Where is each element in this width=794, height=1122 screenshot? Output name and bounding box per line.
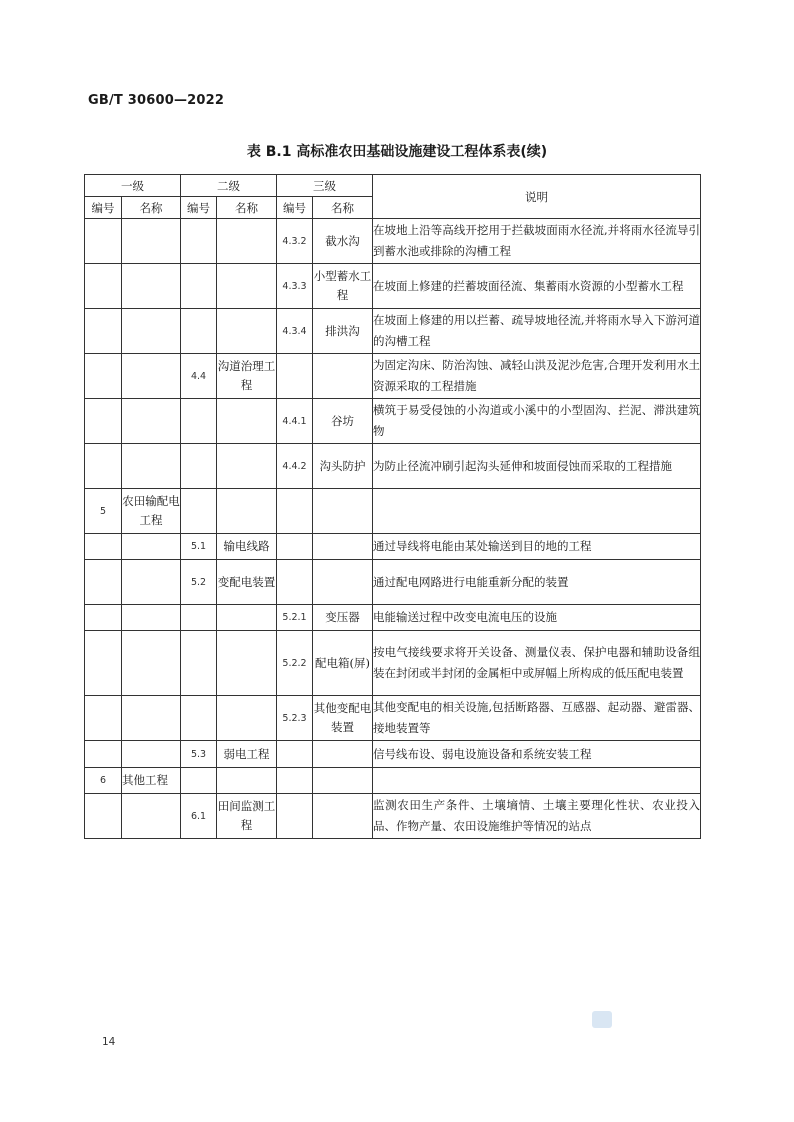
table-row — [85, 399, 701, 444]
level2-name — [217, 768, 277, 794]
level3-name: 截水沟 — [313, 219, 373, 264]
level3-name — [313, 794, 373, 839]
table-row — [85, 444, 701, 489]
description — [373, 768, 701, 794]
description: 电能输送过程中改变电流电压的设施 — [373, 605, 701, 631]
level3-code — [277, 768, 313, 794]
description: 通过配电网路进行电能重新分配的装置 — [373, 560, 701, 605]
level2-code — [181, 631, 217, 696]
level2-code — [181, 264, 217, 309]
level1-name: 农田输配电工程 — [122, 489, 181, 534]
level2-code — [181, 399, 217, 444]
level3-code — [277, 489, 313, 534]
level3-name — [313, 354, 373, 399]
level2-name: 变配电装置 — [217, 560, 277, 605]
level3-name: 谷坊 — [313, 399, 373, 444]
table-row — [85, 264, 701, 309]
level3-name — [313, 768, 373, 794]
level2-name — [217, 444, 277, 489]
description: 监测农田生产条件、土壤墒情、土壤主要理化性状、农业投入品、作物产量、农田设施维护等情况的站点 — [373, 794, 701, 839]
table-row — [85, 354, 701, 399]
description: 为固定沟床、防治沟蚀、减轻山洪及泥沙危害,合理开发利用水土资源采取的工程措施 — [373, 354, 701, 399]
table-row — [85, 309, 701, 354]
level2-code: 4.4 — [181, 354, 217, 399]
level2-code: 6.1 — [181, 794, 217, 839]
level1-name — [122, 399, 181, 444]
level1-name — [122, 219, 181, 264]
level3-code — [277, 354, 313, 399]
table-row — [85, 794, 701, 839]
level1-name — [122, 534, 181, 560]
level3-name: 其他变配电装置 — [313, 696, 373, 741]
description: 按电气接线要求将开关设备、测量仪表、保护电器和辅助设备组装在封闭或半封闭的金属柜中或屏幅上所构成的低压配电装置 — [373, 631, 701, 696]
level2-name — [217, 219, 277, 264]
standard-code: GB/T 30600—2022 — [88, 93, 225, 108]
level3-code: 4.4.1 — [277, 399, 313, 444]
level1-name — [122, 309, 181, 354]
header-level2: 二级 — [181, 175, 277, 197]
table-title: 表 B.1 高标准农田基础设施建设工程体系表(续) — [246, 144, 548, 160]
level2-name — [217, 309, 277, 354]
header-name: 名称 — [313, 197, 373, 219]
level2-code — [181, 444, 217, 489]
level3-name — [313, 741, 373, 768]
watermark-logo — [592, 1011, 612, 1028]
level3-code: 5.2.2 — [277, 631, 313, 696]
level1-code — [85, 696, 122, 741]
level1-code — [85, 264, 122, 309]
table-row — [85, 219, 701, 264]
level1-name — [122, 605, 181, 631]
level1-code — [85, 560, 122, 605]
level3-code: 5.2.1 — [277, 605, 313, 631]
table-row — [85, 768, 701, 794]
level3-name: 排洪沟 — [313, 309, 373, 354]
level1-code — [85, 444, 122, 489]
level1-code — [85, 741, 122, 768]
level1-code — [85, 794, 122, 839]
description: 在坡地上沿等高线开挖用于拦截坡面雨水径流,并将雨水径流导引到蓄水池或排除的沟槽工程 — [373, 219, 701, 264]
header-code: 编号 — [277, 197, 313, 219]
level3-code — [277, 741, 313, 768]
table-row — [85, 605, 701, 631]
level3-name: 沟头防护 — [313, 444, 373, 489]
header-name: 名称 — [217, 197, 277, 219]
table-row — [85, 741, 701, 768]
level3-code — [277, 534, 313, 560]
level1-name — [122, 741, 181, 768]
level3-code: 5.2.3 — [277, 696, 313, 741]
level1-name: 其他工程 — [122, 768, 181, 794]
level1-code: 5 — [85, 489, 122, 534]
level2-name — [217, 489, 277, 534]
level1-name — [122, 444, 181, 489]
description: 在坡面上修建的拦蓄坡面径流、集蓄雨水资源的小型蓄水工程 — [373, 264, 701, 309]
description: 为防止径流冲刷引起沟头延伸和坡面侵蚀而采取的工程措施 — [373, 444, 701, 489]
level3-name: 小型蓄水工程 — [313, 264, 373, 309]
level2-name — [217, 631, 277, 696]
header-name: 名称 — [122, 197, 181, 219]
level2-name: 弱电工程 — [217, 741, 277, 768]
level3-name: 配电箱(屏) — [313, 631, 373, 696]
level2-name — [217, 605, 277, 631]
table-row — [85, 489, 701, 534]
level3-code: 4.4.2 — [277, 444, 313, 489]
level3-code: 4.3.4 — [277, 309, 313, 354]
level2-name: 田间监测工程 — [217, 794, 277, 839]
level2-code: 5.3 — [181, 741, 217, 768]
description — [373, 489, 701, 534]
level2-code — [181, 489, 217, 534]
level1-name — [122, 794, 181, 839]
level1-name — [122, 264, 181, 309]
level1-code — [85, 309, 122, 354]
level1-code — [85, 605, 122, 631]
level2-code: 5.1 — [181, 534, 217, 560]
level2-name: 输电线路 — [217, 534, 277, 560]
level2-code: 5.2 — [181, 560, 217, 605]
engineering-system-table — [84, 174, 701, 839]
level3-code: 4.3.3 — [277, 264, 313, 309]
level1-code — [85, 631, 122, 696]
description: 其他变配电的相关设施,包括断路器、互感器、起动器、避雷器、接地装置等 — [373, 696, 701, 741]
level2-name — [217, 264, 277, 309]
table-row — [85, 534, 701, 560]
level1-code — [85, 354, 122, 399]
level1-name — [122, 631, 181, 696]
level1-name — [122, 560, 181, 605]
level3-code — [277, 794, 313, 839]
level2-name — [217, 399, 277, 444]
level2-code — [181, 768, 217, 794]
table-row — [85, 631, 701, 696]
description: 在坡面上修建的用以拦蓄、疏导坡地径流,并将雨水导入下游河道的沟槽工程 — [373, 309, 701, 354]
level3-code: 4.3.2 — [277, 219, 313, 264]
level3-name — [313, 489, 373, 534]
level2-code — [181, 219, 217, 264]
level3-name — [313, 560, 373, 605]
header-description: 说明 — [373, 175, 701, 219]
level2-code — [181, 309, 217, 354]
level3-code — [277, 560, 313, 605]
header-code: 编号 — [85, 197, 122, 219]
header-level1: 一级 — [85, 175, 181, 197]
header-row-levels — [85, 175, 701, 197]
level1-code — [85, 219, 122, 264]
level2-name: 沟道治理工程 — [217, 354, 277, 399]
level2-code — [181, 696, 217, 741]
level1-code: 6 — [85, 768, 122, 794]
table-row — [85, 560, 701, 605]
level1-name — [122, 354, 181, 399]
description: 通过导线将电能由某处输送到目的地的工程 — [373, 534, 701, 560]
page-number: 14 — [102, 1036, 116, 1048]
level2-name — [217, 696, 277, 741]
header-level3: 三级 — [277, 175, 373, 197]
level3-name: 变压器 — [313, 605, 373, 631]
table-row — [85, 696, 701, 741]
level1-code — [85, 534, 122, 560]
level1-code — [85, 399, 122, 444]
level3-name — [313, 534, 373, 560]
level1-name — [122, 696, 181, 741]
header-code: 编号 — [181, 197, 217, 219]
description: 横筑于易受侵蚀的小沟道或小溪中的小型固沟、拦泥、滞洪建筑物 — [373, 399, 701, 444]
level2-code — [181, 605, 217, 631]
description: 信号线布设、弱电设施设备和系统安装工程 — [373, 741, 701, 768]
